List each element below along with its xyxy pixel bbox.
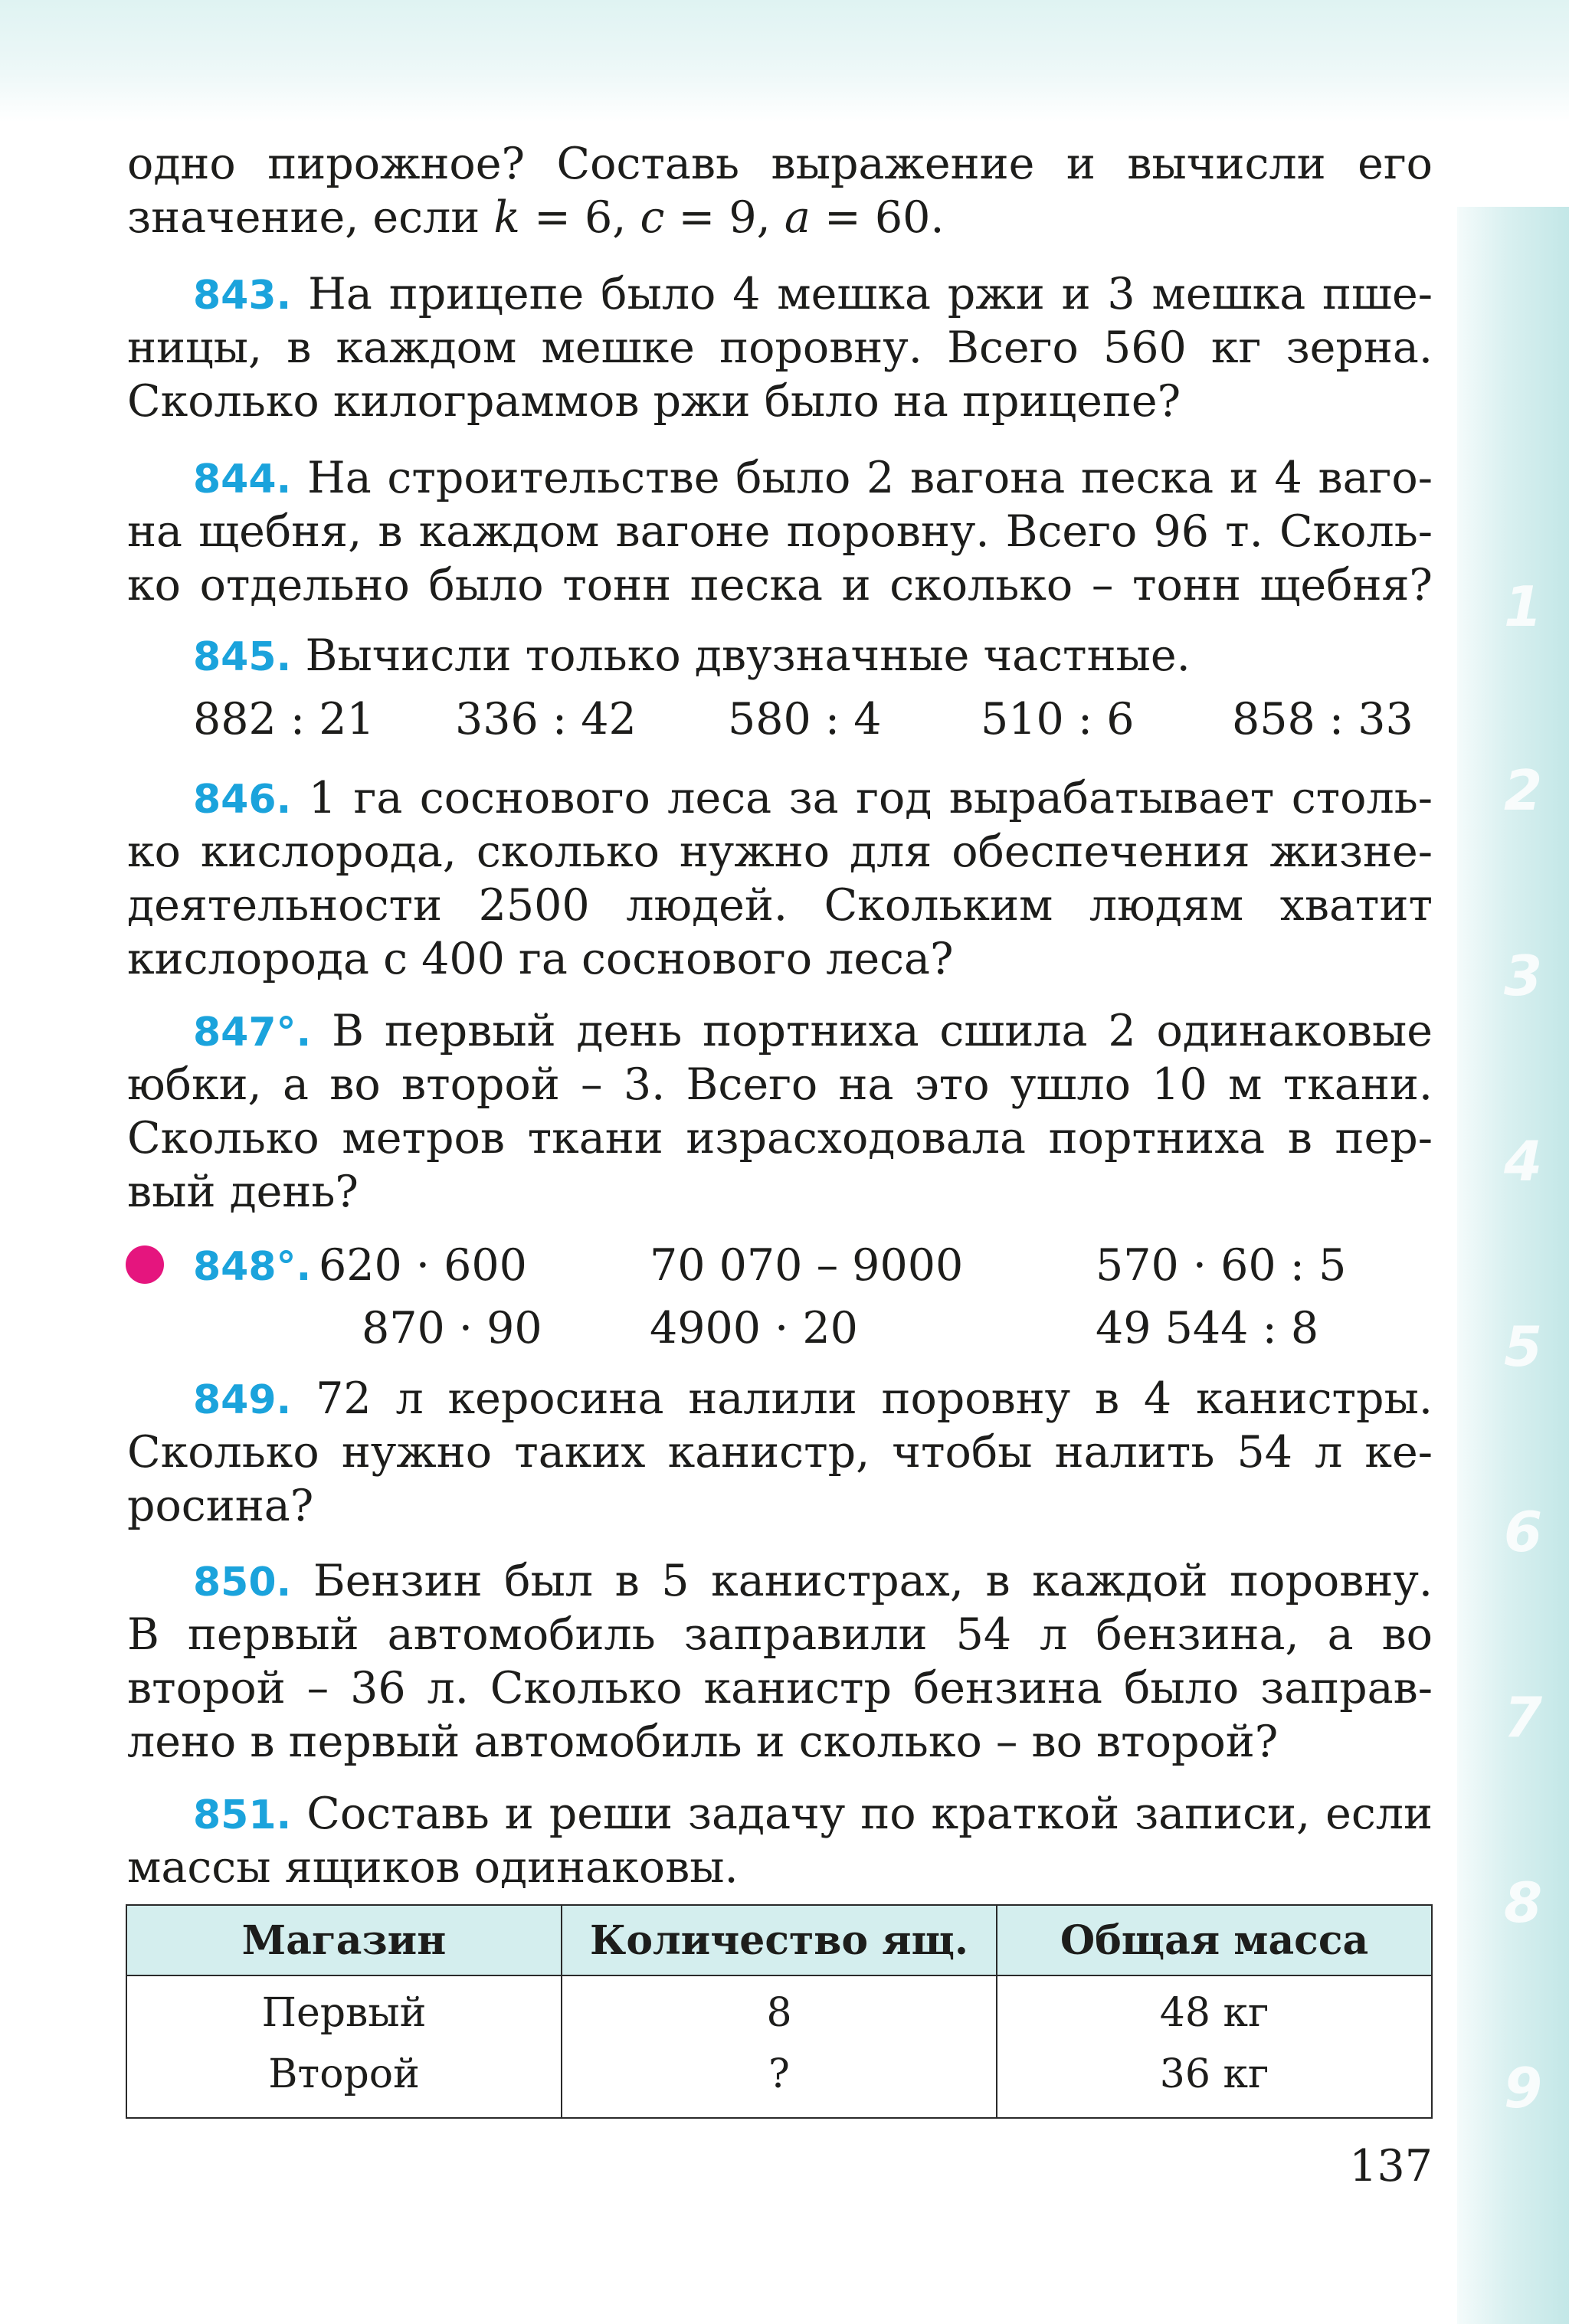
- problem-849-line-1: 849. 72 л керосина налили поровну в 4 канистры.: [193, 1373, 1433, 1424]
- chapter-tabs-band: [1457, 207, 1569, 2324]
- top-color-band: [0, 0, 1569, 123]
- table-cell-masses: [997, 1975, 1432, 2118]
- problem-843-line-3: Сколько килограммов ржи было на прицепе?: [127, 376, 1181, 427]
- table-cell-count-1: 8: [766, 1990, 792, 2036]
- problem-847-line-3: Сколько метров ткани израсходовала портниха в пер-: [127, 1113, 1433, 1164]
- problem-849-line-2: Сколько нужно таких канистр, чтобы налить 54 л ке-: [127, 1427, 1433, 1478]
- problem-848-expr-3: 570 · 60 : 5: [1096, 1240, 1347, 1291]
- problem-843-line-2: ницы, в каждом мешке поровну. Всего 560 кг зерна.: [127, 322, 1433, 373]
- chapter-tab-5: 5: [1503, 1314, 1543, 1379]
- problem-847-line-4: вый день?: [127, 1167, 359, 1217]
- problem-842-line-1: одно пирожное? Составь выражение и вычисли его: [127, 139, 1433, 189]
- problem-848-expr-5: 4900 · 20: [650, 1303, 858, 1353]
- problem-851-data-table: [126, 1904, 1433, 2119]
- chapter-tab-8: 8: [1503, 1871, 1543, 1935]
- table-cell-store-2: Второй: [268, 2051, 420, 2097]
- problem-850-number: 850.: [193, 1560, 292, 1606]
- table-row: [126, 1975, 1432, 2118]
- chapter-tab-7: 7: [1503, 1685, 1543, 1750]
- chapter-tab-3: 3: [1503, 944, 1543, 1008]
- table-cell-stores: [126, 1975, 562, 2118]
- problem-846-line-1: 846. 1 га соснового леса за год вырабатывает столь-: [193, 773, 1433, 823]
- table-header-box-count: Количество ящ.: [562, 1905, 997, 1975]
- problem-849-line-3: росина?: [127, 1481, 314, 1531]
- table-cell-store-1: Первый: [261, 1990, 427, 2036]
- chapter-tab-4: 4: [1503, 1129, 1543, 1193]
- problem-846-line-4: кислорода с 400 га соснового леса?: [127, 934, 954, 984]
- problem-848-expr-4: 870 · 90: [362, 1303, 542, 1353]
- problem-845-expr-5: 858 : 33: [1232, 694, 1413, 745]
- table-cell-mass-2: 36 кг: [1159, 2051, 1269, 2097]
- problem-843-number: 843.: [193, 273, 292, 319]
- problem-845-expr-1: 882 : 21: [193, 694, 375, 745]
- problem-847-line-1: 847°. В первый день портниха сшила 2 одинаковые: [193, 1006, 1433, 1056]
- chapter-tab-6: 6: [1503, 1500, 1543, 1564]
- problem-851-line-2: массы ящиков одинаковы.: [127, 1842, 739, 1893]
- problem-847-line-2: юбки, а во второй – 3. Всего на это ушло 10 м ткани.: [127, 1059, 1433, 1110]
- problem-849-number: 849.: [193, 1377, 292, 1423]
- table-cell-counts: [562, 1975, 997, 2118]
- problem-844-line-3: ко отдельно было тонн песка и сколько – тонн щебня?: [127, 560, 1433, 610]
- problem-851-number: 851.: [193, 1792, 292, 1838]
- difficulty-marker-dot: [126, 1245, 164, 1284]
- problem-848-number: 848°.: [193, 1244, 312, 1290]
- chapter-tab-9: 9: [1503, 2056, 1543, 2120]
- problem-845-line-1: 845. Вычисли только двузначные частные.: [193, 630, 1191, 681]
- problem-845-expr-3: 580 : 4: [728, 694, 882, 745]
- problem-850-line-4: лено в первый автомобиль и сколько – во второй?: [127, 1717, 1279, 1767]
- problem-843-line-1: 843. На прицепе было 4 мешка ржи и 3 мешка пше-: [193, 269, 1433, 319]
- problem-850-line-1: 850. Бензин был в 5 канистрах, в каждой поровну.: [193, 1556, 1433, 1606]
- problem-844-line-2: на щебня, в каждом вагоне поровну. Всего 96 т. Сколь-: [127, 506, 1433, 557]
- problem-847-number: 847°.: [193, 1010, 312, 1056]
- problem-848-expr-2: 70 070 – 9000: [650, 1240, 964, 1291]
- table-cell-mass-1: 48 кг: [1159, 1990, 1269, 2036]
- table-header-store: Магазин: [126, 1905, 562, 1975]
- problem-846-number: 846.: [193, 777, 292, 823]
- problem-846-line-2: ко кислорода, сколько нужно для обеспечения жизне-: [127, 826, 1433, 877]
- table-header-row: [126, 1905, 1432, 1975]
- problem-851-line-1: 851. Составь и реши задачу по краткой записи, если: [193, 1789, 1433, 1839]
- page-number: 137: [1349, 2141, 1433, 2191]
- problem-844-line-1: 844. На строительстве было 2 вагона песка и 4 ваго-: [193, 453, 1433, 503]
- problem-848-expr-1: 620 · 600: [319, 1240, 527, 1291]
- problem-845-number: 845.: [193, 634, 292, 680]
- table-header-total-mass: Общая масса: [997, 1905, 1432, 1975]
- chapter-tab-2: 2: [1503, 758, 1543, 823]
- problem-842-line-2: значение, если k = 6, c = 9, a = 60.: [127, 192, 945, 243]
- problem-848-number-row: [193, 1239, 311, 1293]
- problem-844-number: 844.: [193, 457, 292, 502]
- problem-845-expr-2: 336 : 42: [455, 694, 637, 745]
- chapter-tab-1: 1: [1503, 574, 1543, 639]
- problem-846-line-3: деятельности 2500 людей. Скольким людям хватит: [127, 880, 1433, 931]
- problem-850-line-2: В первый автомобиль заправили 54 л бензина, а во: [127, 1609, 1433, 1660]
- table-cell-count-2: ?: [768, 2051, 790, 2097]
- problem-850-line-3: второй – 36 л. Сколько канистр бензина было заправ-: [127, 1663, 1433, 1714]
- problem-845-expr-4: 510 : 6: [981, 694, 1135, 745]
- problem-848-expr-6: 49 544 : 8: [1096, 1303, 1319, 1353]
